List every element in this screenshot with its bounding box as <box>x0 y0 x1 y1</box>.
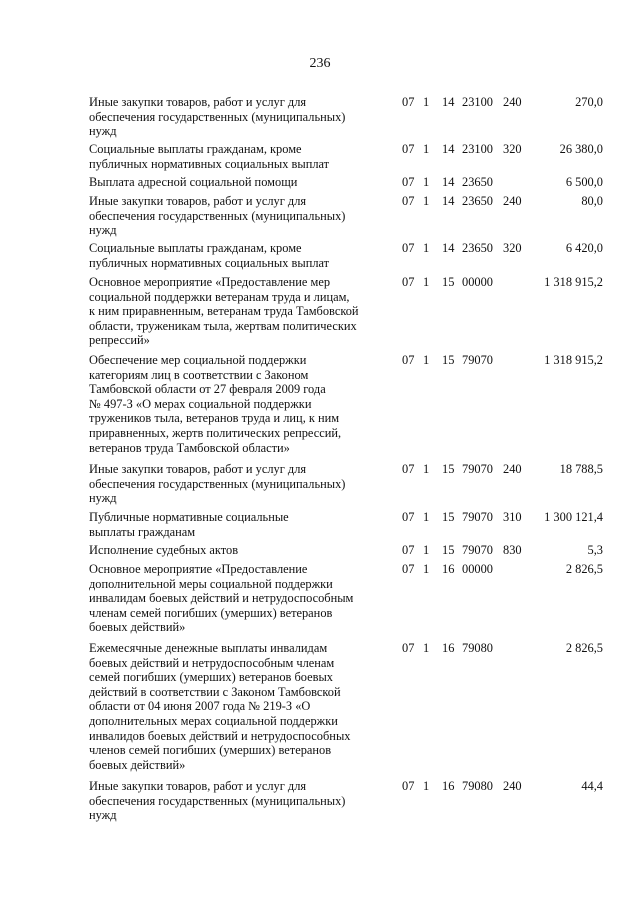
code-expense-type: 240 <box>503 95 522 109</box>
code-direction: 79070 <box>462 543 493 557</box>
code-section: 07 <box>402 462 415 476</box>
code-subprogram: 15 <box>442 543 455 557</box>
code-direction: 79070 <box>462 353 493 367</box>
code-expense-type: 320 <box>503 142 522 156</box>
code-program: 1 <box>423 95 430 109</box>
code-program: 1 <box>423 142 430 156</box>
code-direction: 23650 <box>462 175 493 189</box>
row-description: Иные закупки товаров, работ и услуг для обеспечения государственных (муниципальных) нужд <box>89 194 346 238</box>
amount: 26 380,0 <box>559 142 603 156</box>
row-description: Ежемесячные денежные выплаты инвалидам боевых действий и нетрудоспособным членам семей погибших (умерших) ветеранов боевых действий в соответствии с Законом Тамбовской области от 04 июня 2007 года № 219-З «О дополнительных мерах социальной поддержки инвалидов боевых действий и нетрудоспособных членов семей погибших (умерших) ветеранов боевых действий» <box>89 641 351 772</box>
amount: 18 788,5 <box>559 462 603 476</box>
code-subprogram: 16 <box>442 562 455 576</box>
code-subprogram: 14 <box>442 95 455 109</box>
amount: 2 826,5 <box>565 641 603 655</box>
code-subprogram: 15 <box>442 462 455 476</box>
row-description: Иные закупки товаров, работ и услуг для обеспечения государственных (муниципальных) нужд <box>89 462 346 506</box>
row-description: Исполнение судебных актов <box>89 543 239 557</box>
code-section: 07 <box>402 275 415 289</box>
code-subprogram: 16 <box>442 641 455 655</box>
amount: 80,0 <box>581 194 603 208</box>
code-program: 1 <box>423 462 430 476</box>
code-program: 1 <box>423 194 430 208</box>
code-program: 1 <box>423 543 430 557</box>
code-direction: 79070 <box>462 510 493 524</box>
row-description: Обеспечение мер социальной поддержки категориям лиц в соответствии с Законом Тамбовской области от 27 февраля 2009 года № 497-З «О мерах социальной поддержки тружеников тыла, ветеранов труда и лиц, к ним приравненных, жертв политических репрессий, ветеранов труда Тамбовской области» <box>89 353 342 455</box>
row-description: Социальные выплаты гражданам, кроме публичных нормативных социальных выплат <box>89 142 330 171</box>
code-section: 07 <box>402 142 415 156</box>
code-program: 1 <box>423 562 430 576</box>
code-program: 1 <box>423 275 430 289</box>
code-expense-type: 830 <box>503 543 522 557</box>
code-expense-type: 240 <box>503 779 522 793</box>
row-description: Выплата адресной социальной помощи <box>89 175 298 189</box>
code-section: 07 <box>402 175 415 189</box>
code-subprogram: 14 <box>442 194 455 208</box>
code-subprogram: 14 <box>442 175 455 189</box>
amount: 6 420,0 <box>565 241 603 255</box>
code-expense-type: 310 <box>503 510 522 524</box>
amount: 270,0 <box>575 95 603 109</box>
code-section: 07 <box>402 562 415 576</box>
code-section: 07 <box>402 510 415 524</box>
code-direction: 23650 <box>462 241 493 255</box>
code-direction: 23650 <box>462 194 493 208</box>
code-direction: 00000 <box>462 275 493 289</box>
code-program: 1 <box>423 175 430 189</box>
code-section: 07 <box>402 543 415 557</box>
code-section: 07 <box>402 779 415 793</box>
code-section: 07 <box>402 95 415 109</box>
code-direction: 23100 <box>462 95 493 109</box>
code-direction: 79080 <box>462 641 493 655</box>
code-subprogram: 14 <box>442 241 455 255</box>
code-direction: 79080 <box>462 779 493 793</box>
code-direction: 23100 <box>462 142 493 156</box>
code-section: 07 <box>402 241 415 255</box>
row-description: Основное мероприятие «Предоставление дополнительной меры социальной поддержки инвалидам боевых действий и нетрудоспособным членам семей погибших (умерших) ветеранов боевых действий» <box>89 562 354 635</box>
code-expense-type: 240 <box>503 462 522 476</box>
code-subprogram: 15 <box>442 275 455 289</box>
row-description: Основное мероприятие «Предоставление мер социальной поддержки ветеранам труда и лицам, к ним приравненным, ветеранам труда Тамбовской области, труженикам тыла, жертвам политических репрессий» <box>89 275 359 348</box>
code-direction: 00000 <box>462 562 493 576</box>
row-description: Социальные выплаты гражданам, кроме публичных нормативных социальных выплат <box>89 241 330 270</box>
code-program: 1 <box>423 641 430 655</box>
amount: 5,3 <box>587 543 603 557</box>
code-subprogram: 16 <box>442 779 455 793</box>
amount: 2 826,5 <box>565 562 603 576</box>
amount: 44,4 <box>581 779 603 793</box>
code-section: 07 <box>402 641 415 655</box>
row-description: Иные закупки товаров, работ и услуг для обеспечения государственных (муниципальных) нужд <box>89 95 346 139</box>
row-description: Иные закупки товаров, работ и услуг для обеспечения государственных (муниципальных) нужд <box>89 779 346 823</box>
amount: 6 500,0 <box>565 175 603 189</box>
code-program: 1 <box>423 779 430 793</box>
code-direction: 79070 <box>462 462 493 476</box>
code-subprogram: 15 <box>442 353 455 367</box>
code-subprogram: 14 <box>442 142 455 156</box>
amount: 1 318 915,2 <box>544 353 603 367</box>
amount: 1 300 121,4 <box>544 510 603 524</box>
code-expense-type: 320 <box>503 241 522 255</box>
code-program: 1 <box>423 510 430 524</box>
code-program: 1 <box>423 353 430 367</box>
code-section: 07 <box>402 353 415 367</box>
amount: 1 318 915,2 <box>544 275 603 289</box>
code-subprogram: 15 <box>442 510 455 524</box>
code-expense-type: 240 <box>503 194 522 208</box>
row-description: Публичные нормативные социальные выплаты гражданам <box>89 510 289 539</box>
code-section: 07 <box>402 194 415 208</box>
page-number: 236 <box>309 56 331 71</box>
code-program: 1 <box>423 241 430 255</box>
